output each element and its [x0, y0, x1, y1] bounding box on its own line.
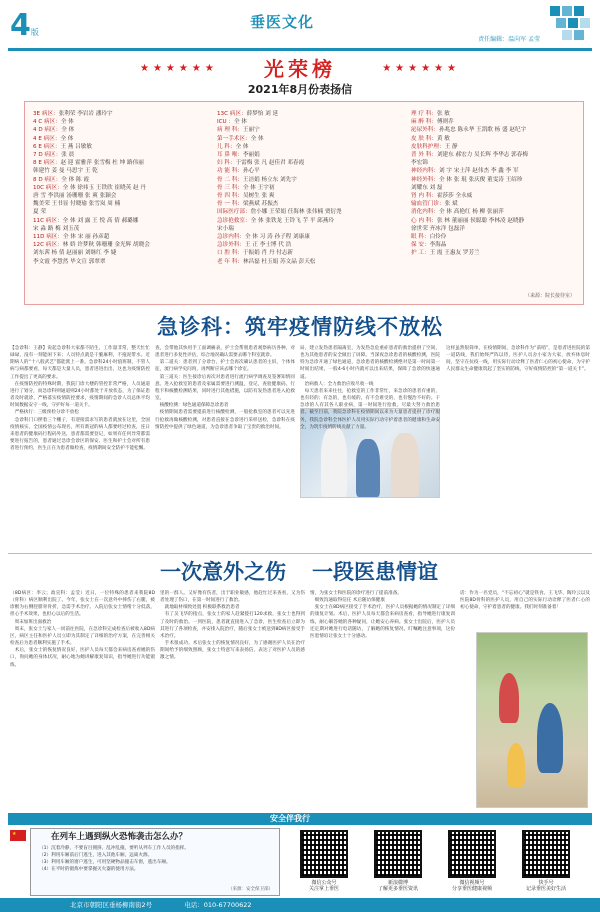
video-qr-code[interactable]: [448, 830, 496, 878]
safety-source: （来源：安全保卫部）: [228, 886, 273, 892]
article2-column-2: 里的一群人。又好像有伤者，出于职业敏感，他赶忙过来查看，又为伤者处理了伤口，在第一时间进行了救治。 就地取材细致处置 积极联系救治患者 有了吴飞华的指点，张女士的家人赶紧拨打120求救，张女士也得到了及时的救治。一到医院，患者就直接进入了急诊，医生检查后立即为其进行了各项检查，并安排入院治疗，随后张女士被送到8D病区接受手术治疗。 手术很成功。术后张女士的恢复情况良好，为了感谢医护人员在治疗期间给予的细致照顾，张女士特意写来表扬信，表达了对医护人员的感激之情。: [160, 591, 305, 661]
honor-entry: ICU ：全 体: [217, 119, 247, 126]
honor-entry: 眼 科：白伶伶: [411, 234, 447, 241]
honor-entry: 皮 肤 科：黄 敏: [411, 135, 450, 142]
honor-entry: 7 D 病区：张 晨: [33, 152, 75, 159]
article1-column-1: 【急诊科：王静】说起急诊科大家都不陌生，工作量非常，整天忙忙碌碌，没有一刻能闲下来；人员特点就是干脆麻利，不拖泥带水。近期病人的“十八般武艺”都能派上一番。急诊科24小时值班制，不管人病与病都要看，每天都是大量人员，患者进进出出，这也为疫情防控工作提出了更高的要求。 在疫情防控的特殊时期，我院门诊大楼的管控非常严格，人员通道进行了划分，而急诊科则通道则24小时都处于开放状态，为了保证患者及时就诊，严格落实疫情防控要求，疫情期间的急诊人员总体平均时间数据安守一线，守护好每一道关卡。 严格执行：三级预检分诊不放松 急诊科门口摆着三个棚子，有迎接需求写的患者就放在这里，全国疫情核实、全国疫情公布现名，所有新冠的病人都要经过检查，连日来患者的健康码行程码外送，患者都需要登记，如果有任何异常都需要进行报告的，患者通过急诊会诊区的保安、医生和护士会对所有患者进行预约，医生正在为患者做检查，疫情期间安全防护不能松懈。: [10, 346, 150, 452]
article1-headline: 急诊科：筑牢疫情防线不放松: [157, 315, 443, 339]
header-rule: [8, 48, 592, 51]
honor-entry: 泌尿外科：孙兆忠 陈永华 王凯歌 杨 盛 赵纪宇: [411, 127, 527, 134]
safety-item: （2）利用车厢前后门逃生，进入其他车厢，远离火源。: [39, 853, 153, 858]
honor-banner: [140, 56, 460, 80]
honor-entry: 输血管门诊：张 斌: [411, 201, 458, 208]
page-number-suffix: 版: [30, 28, 39, 37]
honor-entry: 老 年 科：林昌磊 杜玉娟 苏文晶 彭天松: [217, 258, 316, 265]
star-row-left: ★★★★★★: [140, 63, 218, 74]
honor-entry: 夏 荣: [33, 209, 46, 216]
honor-entry: 骨 三 科：全 体 王宇初: [217, 184, 275, 191]
editor-line: 责任编辑：温向军 孟莹: [478, 36, 540, 43]
honor-subtitle: 2021年8月份表扬信: [247, 83, 353, 96]
honor-entry: 骨 四 科：吴树生 张 爽: [217, 193, 275, 200]
honor-entry: 麻 醉 科：傅则乔: [411, 119, 454, 126]
honor-entry: 8 D 病区：全 体 陈 霞: [33, 176, 89, 183]
photo-doctor: [321, 427, 347, 497]
honor-entry: 4 E 病区：全 体: [33, 135, 74, 142]
honor-entry: 11C 病区：全 体 刘 露 王 悦 高 倩 郝璐娜: [33, 217, 139, 224]
flag-icon: ★: [10, 830, 26, 841]
article1-column-2: 查，会带他其快用手工面调痛表，护士会帮朋患者观察病历各种，对患者进行多复性评估，综合地况确认需要去哪个科室就诊。 第二道关：患者到了分诊台，护士会再次确认患者的主诉，个体体征，流行病学史问询，再判断应该去哪个诊室。 第三道关：医生接诊后再次对患者进行流行病学调查及签署知情同意。进入抢救室的患者及家属需要进行测温，登记，查验健康码、行程卡和核酸检测结果，同时进行其他措施，以防有发热患者进入抢救室。 核酸检测：绿色通道保障急诊患者 疫情期间患者需要提前进行核酸检测，一般抢救室的患者可以先进行抢救再做核酸检测，对患者直接在急诊进行采样送检，急诊科在疫情防控中提供了绿色通道，为急诊患者争取了宝贵的救治时间。: [155, 346, 295, 430]
honor-entry: 普 外 科：刘建东 郝宏力 吴长辉 李华志 郭春梅: [411, 152, 528, 159]
honor-entry: 骨 二 科：王涪娟 杨立东 刘先宇: [217, 176, 297, 183]
safety-item: （1）沉着冷静，不要盲目拥挤、乱冲乱撞，要听从列车工作人员的指挥。: [39, 846, 189, 851]
honor-entry: 10C 病区：全 体 徐祎玉 王铁欣 崔晓英 赵 丹: [33, 184, 146, 191]
honor-entry: 消化内科：全 体 高艳红 杨 柳 张丽萍: [411, 209, 504, 216]
article1-column-3b: [300, 500, 440, 550]
page-number-value: 4: [10, 8, 31, 43]
safety-box: [30, 828, 280, 896]
header-decoration: [550, 6, 592, 46]
article1-column-4: 这样虽然很简单，在疫情期间，急诊科作为“前哨”，是患者进医院的第一道防线，我们始终严阵以待，医护人员舍小家为大家，放弃休息时间，坚守在抗疫一线，用实际行动诠释了医者仁心的初心使命，为守护人民群众生命健康筑起了坚实的防线，守好疫情防控的“第一道关卡”。: [446, 346, 590, 373]
honor-entry: 刘东茜 杨 倩 赵丽丽 刘继红 李 婕: [33, 250, 117, 257]
safety-item: （4）在平时的锻炼中要掌握灭火器的使用方法。: [39, 867, 139, 872]
footer-phone: 电话：010-67700622: [184, 901, 252, 909]
article2-column-1: （8D病区：李云；政宣科：孟莹）近日，一位特殊的患者来我院8D（骨科）病区顺利出院了。今年，张女士在一次意外中摔伤了右腿，被诊断为右侧胫腓骨骨折，急需手术治疗。入院后张女士情绪十分低落，担心手术效果，也担心以后的生活。 周末加班出面救治 周末，张女士与家人一同前往医院，在急诊科完成检查后被收入8D病区，病区主任和医护人员立即为其制定了详细的治疗方案，在完善相关检查后为患者顺利实施了手术。 术后，张女士的恢复情况良好，医护人员每天都会来病房查看她的伤口，询问她的身体状况，耐心地为她讲解康复知识，指导她进行功能锻炼。: [10, 591, 155, 668]
honor-entry: 急诊抢救室：全 体 张铁龙 王铃飞 芋 平 邱燕玲: [217, 217, 334, 224]
star-row-right: ★★★★★★: [382, 63, 460, 74]
photo-adult: [537, 703, 563, 773]
honor-column-3: [411, 110, 581, 258]
weibo-qr-code[interactable]: [374, 830, 422, 878]
honor-entry: 3E 病区：张利荣 李岩岩 潘玲宇: [33, 111, 113, 117]
honor-entry: 魏美荣 王书显 付晓瑜 张雪岚 周 楠: [33, 201, 121, 208]
article1-column-3a: 局，建立发热患者隔离室，为发热急危重症患者的救治提供了空间，也为其他患者的安全做出了屏障。当深夜急诊患者的核酸检测，医院特为急诊开通了绿色通道，急诊患者的核酸检测绝对是第一时间第一时间出结果，一般4-6小时内就可以出来结果，保障了急诊的快速通道。 治病救人：全力救治应收尽收一线 每天患者来来往往，抢救室的工作非常忙，来急诊的患者有重的，也有轻的；有急的，也有缓的，有不会难受的，也有慢治不好的。干急诊的人有其各人职业病，第一时间进行抢救，尽最大努力救治患者。截至目前，我院急诊科在疫情期间以来为大量患者提供了诊疗服务，我院急诊科全体医护人员用实际行动守护着患者的健康和生命安全，为筑牢疫情防线贡献了力量。: [300, 346, 440, 430]
honor-entry: 护 工：王 霞 王惠友 罗芳兰: [411, 250, 480, 257]
honor-entry: 刘耀东 刘 磊: [411, 184, 443, 191]
section-divider: [8, 553, 592, 554]
honor-entry: 急诊内科：全 体 习 涛 孙子程 刘康康: [217, 234, 310, 241]
photo-patient: [391, 433, 419, 497]
honor-entry: 肾 内 科：霍莎莎 全永威: [411, 193, 473, 200]
honor-entry: 宋小瑞: [217, 225, 234, 232]
kuaishou-qr-code[interactable]: [522, 830, 570, 878]
article2-headline-right: 一段医患情谊: [312, 560, 438, 584]
honor-entry: 儿 科：全 体: [217, 143, 249, 150]
honor-entry: 8 E 病区：赵 迎 霍雅萍 张雪梅 杜 坤 路伟丽: [33, 160, 144, 167]
safety-section-title: 安全伴我行: [270, 814, 310, 823]
honor-entry: 4 C 病区：全 体: [33, 119, 74, 126]
honor-entry: 11D 病区：全 体 宋 丽 孙彦超: [33, 234, 110, 241]
honor-entry: 心 内 科：张 林 董丽丽 侯聪聪 李林凌 赵晓静: [411, 217, 525, 224]
kuaishou-qr-label: 快手号 记录垂医美好生活: [525, 880, 566, 892]
honor-entry: 韩建竹 姜 曼 马思宇 王 乾: [33, 168, 98, 175]
honor-source: （来源：院长接待室）: [524, 293, 575, 300]
honor-entry: 4 D 病区：全 体: [33, 127, 75, 134]
honor-entry: 第一手术区：全 体: [217, 135, 264, 142]
honor-entry: 耳 鼻 喉：李丽娟: [217, 152, 260, 159]
wechat-qr-label: 微信公众号 关注掌上垂医: [308, 880, 339, 892]
honor-entry: 6 E 病区：王 燕 吕敏敏: [33, 143, 92, 150]
article2-column-4: 话：作为一名党员，“不忘初心”就是铁食。王飞华、陶玲云以及医院8D骨科的医护人员，用自己的实际行动诠释了医者仁心的初心使命，守护着患者的健康。我们时刻准备着！: [460, 591, 590, 611]
honor-entry: 李宏锦: [411, 160, 428, 167]
honor-column-1: [33, 110, 213, 266]
honor-entry: 骨 一 科：梁燕斌 苏振杰: [217, 201, 279, 208]
honor-entry: 理 疗 科：张 敏: [411, 111, 450, 117]
honor-entry: 病 理 科：王丽宁: [217, 127, 260, 134]
article2-photo: [476, 632, 588, 808]
honor-entry: 急诊外科：王 正 李士博 代 浩: [217, 242, 292, 249]
article2-headline-left: 一次意外之伤: [160, 560, 286, 584]
honor-entry: 神经外科：全 体 张 琨 张庆俊 董雯涛 王绍珍: [411, 176, 523, 183]
article2-column-3: 情，为张女士和医院的诊疗进行了提前准备。 细致沟通取得信任 术后随访保健康 张女士在8D病区接受了手术治疗，医护人员根据她的情况制定了详细的康复计划。术后，医护人员每天都会来病房查看，指导她进行康复训练，耐心解答她的各种疑问，让她安心养病。张女士出院后，医护人员还定期对她进行电话随访，了解她的恢复情况，叮嘱她注意事项，这份医患情谊让张女士十分感动。: [310, 591, 455, 639]
footer-address: 北京市朝阳区垂杨柳南街2号: [70, 901, 153, 909]
safety-headline: 在列车上遇到纵火恐怖袭击怎么办？: [51, 832, 188, 842]
honor-entry: 13C 病区：薛梦怡 刘 延: [217, 111, 279, 117]
honor-entry: 李文霞 李慧然 毕文宣 郭翠翠: [33, 258, 106, 265]
honor-entry: 口 腔 科：于振娟 肖 丹 付志新: [217, 250, 294, 257]
honor-entry: 12C 病区：林 娇 许梦秋 韩珊珊 金光辉 胡晓会: [33, 242, 150, 249]
weibo-qr-label: 新浪微博 了解更多垂医资讯: [377, 880, 418, 892]
honor-entry: 宋 淼 路 梅 刘玉茂: [33, 225, 80, 232]
honor-entry: 皮肤科护理：王 静: [411, 143, 458, 150]
safety-list: [39, 845, 189, 873]
page-header: [0, 0, 600, 52]
video-qr-label: 微信视频号 分享垂医健康视频: [451, 880, 492, 892]
photo-nurse: [356, 439, 380, 497]
honor-entry: 徐世荣 齐冰洋 包磊洋: [411, 225, 465, 232]
honor-entry: 国际医疗部：詹小娜 王荣娟 任海林 张伟楠 贾衍尧: [217, 209, 342, 216]
honor-entry: 神经内科：刘 宇 宋土萍 赵伟杰 李 鑫 李 军: [411, 168, 519, 175]
honor-list-box: [24, 101, 584, 305]
page-number: [10, 6, 39, 47]
honor-title: 光荣榜: [264, 57, 336, 81]
section-title: 垂医文化: [250, 13, 315, 31]
honor-entry: 妇 科：于雷梅 张 凡 赵佳君 邓春霞: [217, 160, 305, 167]
safety-item: （3）利用车厢的窗户逃生，可用坚硬物品撞击车窗，逃出车厢。: [39, 860, 171, 865]
wechat-qr-code[interactable]: [300, 830, 348, 878]
photo-child-1: [499, 673, 519, 723]
honor-column-2: [217, 110, 407, 266]
page-footer: [0, 898, 600, 912]
honor-entry: 唐 雪 李洪丽 汤珊珊 张 爽 张颖会: [33, 193, 117, 200]
honor-entry: 功 能 科：孙心平: [217, 168, 260, 175]
photo-child-2: [507, 743, 525, 787]
honor-entry: 保 安：李海晶: [411, 242, 447, 249]
